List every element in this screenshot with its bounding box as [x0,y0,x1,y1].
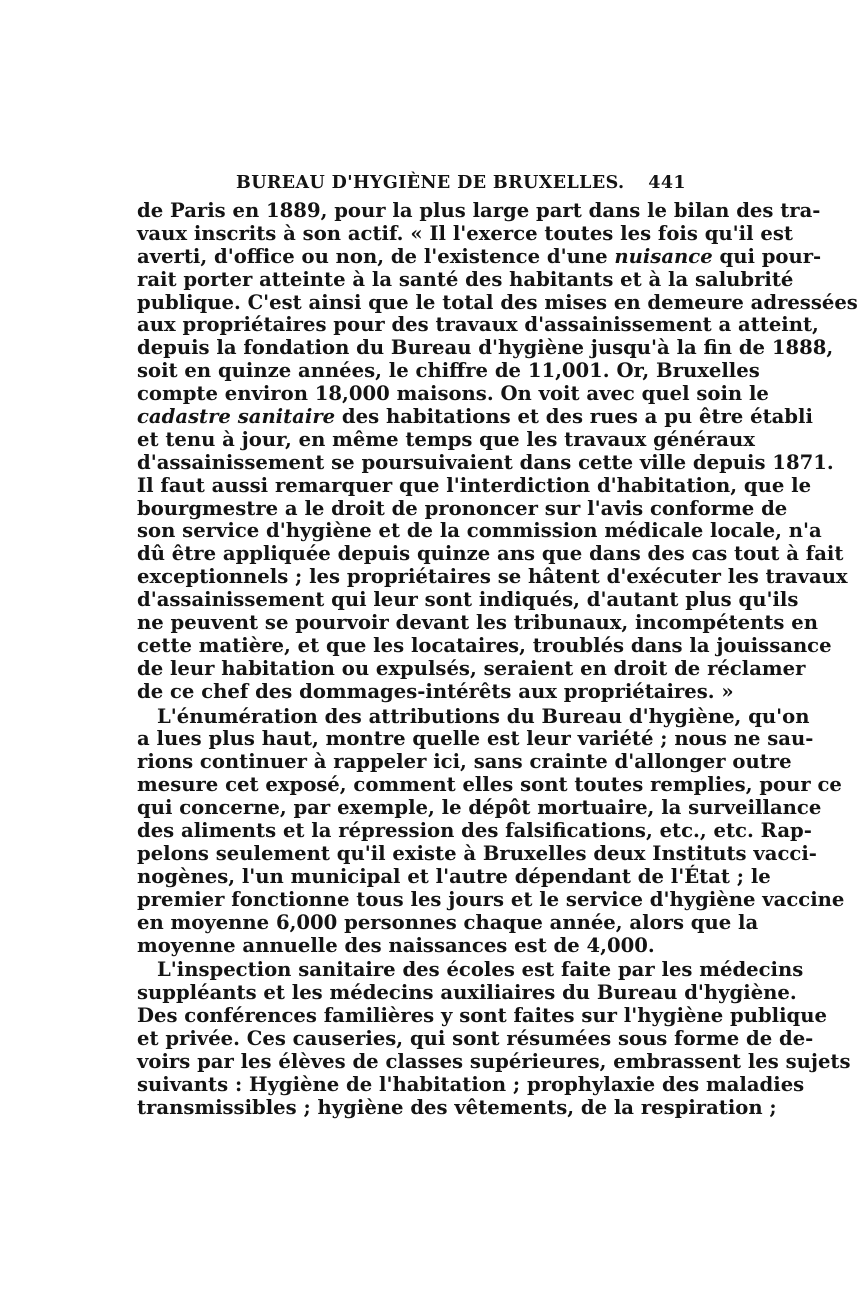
body-text [137,199,858,1120]
text-line: suivants : Hygiène de l'habitation ; prophylaxie des maladies [137,1072,805,1096]
paragraph [137,199,858,704]
text-line: et tenu à jour, en même temps que les travaux généraux [137,427,755,451]
text-line: et privée. Ces causeries, qui sont résumées sous forme de de- [137,1027,814,1051]
text-segment: averti, d'office ou non, de l'existence d'une [137,244,615,268]
text-line: exceptionnels ; les propriétaires se hâtent d'exécuter les travaux [137,565,848,589]
text-line [137,405,813,429]
text-line: L'énumération des attributions du Bureau d'hygiène, qu'on [157,704,810,728]
text-line: d'assainissement se poursuivaient dans cette ville depuis 1871. [137,450,834,474]
italic-term: cadastre sanitaire [137,405,336,429]
text-line: Il faut aussi remarquer que l'interdiction d'habitation, que le [137,473,812,497]
text-line: a lues plus haut, montre quelle est leur variété ; nous ne sau- [137,727,814,751]
text-line: dû être appliquée depuis quinze ans que dans des cas tout à fait [137,542,844,566]
text-line: des aliments et la répression des falsifications, etc., etc. Rap- [137,819,812,843]
text-line: ne peuvent se pourvoir devant les tribunaux, incompétents en [137,611,818,635]
text-line: moyenne annuelle des naissances est de 4,000. [137,933,655,957]
italic-term: nuisance [614,244,713,268]
text-line: premier fonctionne tous les jours et le service d'hygiène vaccine [137,887,845,911]
paragraph [137,704,845,958]
running-title: BUREAU D'HYGIÈNE DE BRUXELLES. [236,173,625,193]
text-segment: des habitations et des rues a pu être établi [335,405,813,429]
text-line: bourgmestre a le droit de prononcer sur l'avis conforme de [137,496,788,520]
text-line: rait porter atteinte à la santé des habitants et à la salubrité [137,267,794,291]
text-line: cette matière, et que les locataires, troublés dans la jouissance [137,633,832,657]
text-line: suppléants et les médecins auxiliaires du Bureau d'hygiène. [137,981,797,1005]
text-line: en moyenne 6,000 personnes chaque année, alors que la [137,910,759,934]
text-line: de Paris en 1889, pour la plus large part dans le bilan des tra- [137,199,821,222]
paragraph [137,958,851,1119]
text-line: depuis la fondation du Bureau d'hygiène jusqu'à la fin de 1888, [137,336,834,360]
text-line: transmissibles ; hygiène des vêtements, de la respiration ; [137,1095,777,1119]
text-line: L'inspection sanitaire des écoles est faite par les médecins [157,958,804,982]
text-line: mesure cet exposé, comment elles sont toutes remplies, pour ce [137,773,842,797]
text-line: aux propriétaires pour des travaux d'assainissement a atteint, [137,313,819,337]
text-line: nogènes, l'un municipal et l'autre dépendant de l'État ; le [137,864,771,888]
text-line: rions continuer à rappeler ici, sans crainte d'allonger outre [137,750,792,774]
text-line: son service d'hygiène et de la commission médicale locale, n'a [137,519,822,543]
text-segment: qui pour- [712,244,822,268]
text-line [137,244,822,269]
page-number: 441 [648,173,686,193]
text-line: voirs par les élèves de classes supérieures, embrassent les sujets [137,1049,851,1073]
text-line: publique. C'est ainsi que le total des mises en demeure adressées [137,290,858,314]
text-line: pelons seulement qu'il existe à Bruxelles deux Instituts vacci- [137,841,817,865]
text-line: de ce chef des dommages-intérêts aux propriétaires. » [137,679,734,703]
text-line: vaux inscrits à son actif. « Il l'exerce toutes les fois qu'il est [137,221,793,245]
text-line: compte environ 18,000 maisons. On voit avec quel soin le [137,382,769,406]
text-line: de leur habitation ou expulsés, seraient en droit de réclamer [137,656,806,680]
text-line: d'assainissement qui leur sont indiqués, d'autant plus qu'ils [137,588,799,612]
text-line: qui concerne, par exemple, le dépôt mortuaire, la surveillance [137,796,822,820]
running-header [236,173,686,197]
text-line: soit en quinze années, le chiffre de 11,001. Or, Bruxelles [137,359,760,383]
text-line: Des conférences familières y sont faites sur l'hygiène publique [137,1004,827,1028]
